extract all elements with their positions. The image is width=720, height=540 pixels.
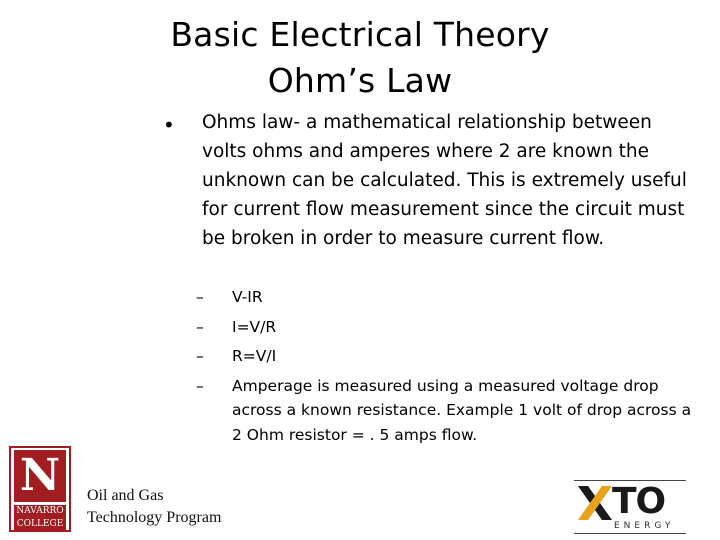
sub-bullet-text: V-IR: [232, 288, 263, 306]
sub-bullet-text: I=V/R: [232, 317, 277, 336]
slide-title: [0, 12, 720, 104]
sub-bullet-text: R=V/I: [232, 347, 277, 365]
dash-marker: –: [196, 347, 204, 365]
xto-energy-logo: [574, 480, 686, 536]
program-name: [87, 485, 221, 529]
dash-marker: –: [196, 288, 204, 306]
program-line-2: Technology Program: [87, 509, 222, 526]
navarro-logo-letter: N: [14, 450, 66, 502]
sub-bullet-item: [196, 344, 696, 370]
bullet-marker: •: [163, 113, 175, 137]
dash-marker: –: [196, 376, 204, 395]
title-line-2: Ohm’s Law: [267, 61, 453, 100]
sub-bullet-item: [196, 315, 696, 341]
sub-bullet-item: [196, 285, 696, 311]
sub-bullet-item: [196, 374, 696, 448]
xto-x-icon: [576, 484, 614, 522]
sub-bullet-text: Amperage is measured using a measured voltage drop across a known resistance. Example 1 volt of drop across a 2 Ohm resistor = . 5 amps flow.: [232, 376, 692, 444]
xto-logo-text: TO: [612, 481, 666, 522]
dash-marker: –: [196, 317, 204, 336]
logo-divider: [574, 533, 686, 534]
navarro-logo-word: NAVARRO: [14, 505, 66, 518]
xto-logo-subtext: ENERGY: [614, 521, 675, 531]
sub-bullet-list: [196, 285, 696, 451]
program-line-1: Oil and Gas: [87, 487, 164, 504]
title-line-1: Basic Electrical Theory: [170, 15, 550, 54]
navarro-college-logo: [9, 446, 71, 532]
main-bullet-text: Ohms law- a mathematical relationship between volts ohms and amperes where 2 are known the unknown can be calculated. This is extremely useful for current flow measurement since the circuit must be broken in order to measure current flow.: [202, 112, 687, 249]
college-logo-word: COLLEGE: [14, 518, 66, 531]
